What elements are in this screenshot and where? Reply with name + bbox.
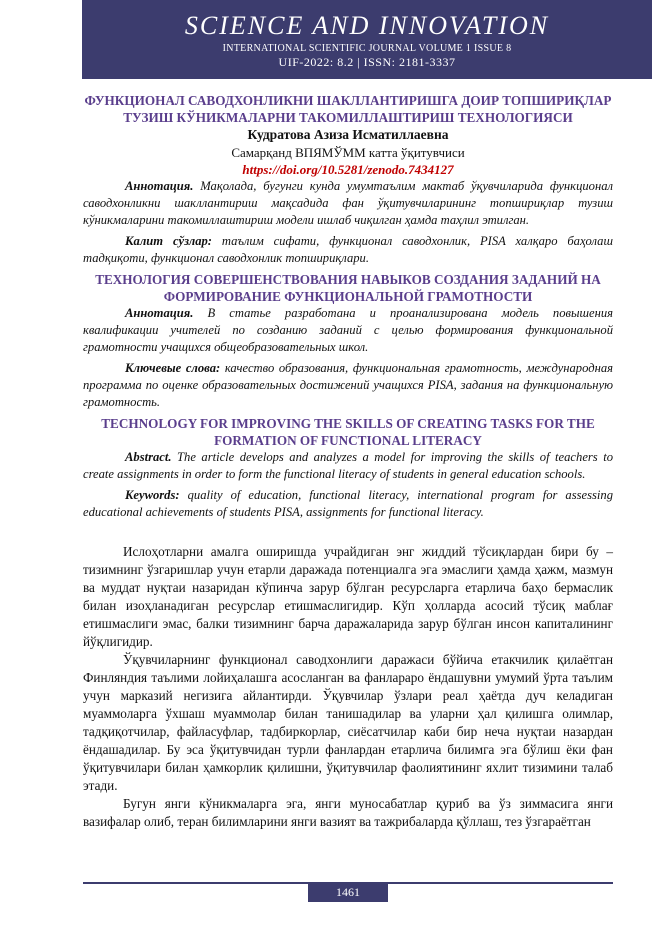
journal-uif-issn: UIF-2022: 8.2 | ISSN: 2181-3337 xyxy=(278,55,456,69)
uz-keywords-label: Калит сўзлар: xyxy=(125,234,212,248)
uz-annotation-label: Аннотация. xyxy=(125,179,194,193)
body-paragraph-2: Ўқувчиларнинг функционал саводхонлиги даражаси бўйича етакчилик қилаётган Финляндия таълими лойиҳалашга асосланган ва фанлараро ёндашувни умумий ўрта таълим учун марказий негизига айлантирди. Ўқувчилар ўзлари реал ҳаётда дуч келадиган муаммоларга ўхшаш муаммолар билан танишадилар ва уларни ҳал қилишга олимлар, тадқиқотчилар, файласуфлар, тадбиркорлар, сиёсатчилар каби бир неча нуқтаи назардан ёндашадилар. Бу эса ўқитувчидан турли фанлардан етарлича билимга эга бўлиш ёки фан ўқитувчилари билан ҳамкорлик қилишни, ўқитувчилар фаолиятининг яхлит тизимини талаб этади. xyxy=(83,652,613,793)
en-abstract-label: Abstract. xyxy=(125,450,172,464)
en-keywords-text: quality of education, functional literacy, international program for assessing educational achievements of students PISA, assignments for functional literacy. xyxy=(83,488,613,519)
uz-keywords-text: таълим сифати, функционал саводхонлик, PISA халқаро баҳолаш тадқиқоти, функционал саводхонлик топшириқлари. xyxy=(83,234,613,265)
ru-annotation-label: Аннотация. xyxy=(125,306,194,320)
section-spacer xyxy=(83,525,613,543)
en-abstract-text: The article develops and analyzes a model for improving the skills of teachers to create assignments in order to form the functional literacy of students in general education schools. xyxy=(83,450,613,481)
ru-title: ТЕХНОЛОГИЯ СОВЕРШЕНСТВОВАНИЯ НАВЫКОВ СОЗДАНИЯ ЗАДАНИЙ НА ФОРМИРОВАНИЕ ФУНКЦИОНАЛЬНОЙ ГРАМОТНОСТИ xyxy=(95,272,601,304)
article-content xyxy=(83,92,613,831)
body-paragraph-1: Ислоҳотларни амалга оширишда учрайдиган энг жиддий тўсиқлардан бири бу – тизимнинг ўзгаришлар учун етарли даражада потенциалга эга эмаслиги ҳамда ҳажм, мазмун ва муддат нуқтаи назаридан кўпинча зарур бўлган ресурсларга етарлича баҳо бермаслик билан изоҳланадиган ресурслар етишмаслигидир. Кўп ҳолларда асосий тўсиқ маблағ етишмаслиги эмас, балки тизимнинг барча даражаларида зарур бўлган инсон капиталининг йўқлигидир. xyxy=(83,544,613,649)
uz-keywords xyxy=(83,233,613,267)
ru-annotation xyxy=(83,305,613,356)
ru-annotation-text: В статье разработана и проанализирована модель повышения квалификации учителей по созданию заданий с целью формирования функциональной грамотности учащихся общеобразовательных школ. xyxy=(83,306,613,354)
author-name: Кудратова Азиза Исматиллаевна xyxy=(247,127,449,142)
en-keywords-label: Keywords: xyxy=(125,488,180,502)
uz-title: ФУНКЦИОНАЛ САВОДХОНЛИКНИ ШАКЛЛАНТИРИШГА ДОИР ТОПШИРИҚЛАР ТУЗИШ КЎНИКМАЛАРНИ ТАКОМИЛЛАШТИРИШ ТЕХНОЛОГИЯСИ xyxy=(84,93,612,125)
author-affiliation: Самарқанд ВПЯМЎММ катта ўқитувчиси xyxy=(231,145,465,160)
journal-subline: INTERNATIONAL SCIENTIFIC JOURNAL VOLUME 1 ISSUE 8 xyxy=(222,43,512,54)
journal-name: SCIENCE AND INNOVATION xyxy=(184,11,550,40)
en-abstract xyxy=(83,449,613,483)
ru-keywords-text: качество образования, функциональная грамотность, международная программа по оценке образовательных достижений учащихся PISA, задания на функциональную грамотность. xyxy=(83,361,614,409)
en-title: TECHNOLOGY FOR IMPROVING THE SKILLS OF CREATING TASKS FOR THE FORMATION OF FUNCTIONAL LITERACY xyxy=(101,416,595,448)
uz-annotation-text: Мақолада, бугунги кунда умумтаълим мактаб ўқувчиларида функционал саводхонликни шакллантириш мақсадида фан ўқитувчиларининг топшириқлар тузиш кўникмаларини такомиллаштириш модели ишлаб чиқилган ҳамда таҳлил этилган. xyxy=(83,179,613,227)
body-paragraph-3: Бугун янги кўникмаларга эга, янги муносабатлар қуриб ва ўз зиммасига янги вазифалар олиб, теран билимларини янги вазият ва тажрибаларда қўллаш, тез ўзгараётган xyxy=(83,796,613,829)
page-number: 1461 xyxy=(308,882,388,902)
doi-link[interactable]: https://doi.org/10.5281/zenodo.7434127 xyxy=(242,162,454,177)
ru-keywords xyxy=(83,360,613,411)
uz-annotation xyxy=(83,178,613,229)
ru-keywords-label: Ключевые слова: xyxy=(125,361,221,375)
journal-header-banner xyxy=(82,0,652,79)
en-keywords xyxy=(83,487,613,521)
